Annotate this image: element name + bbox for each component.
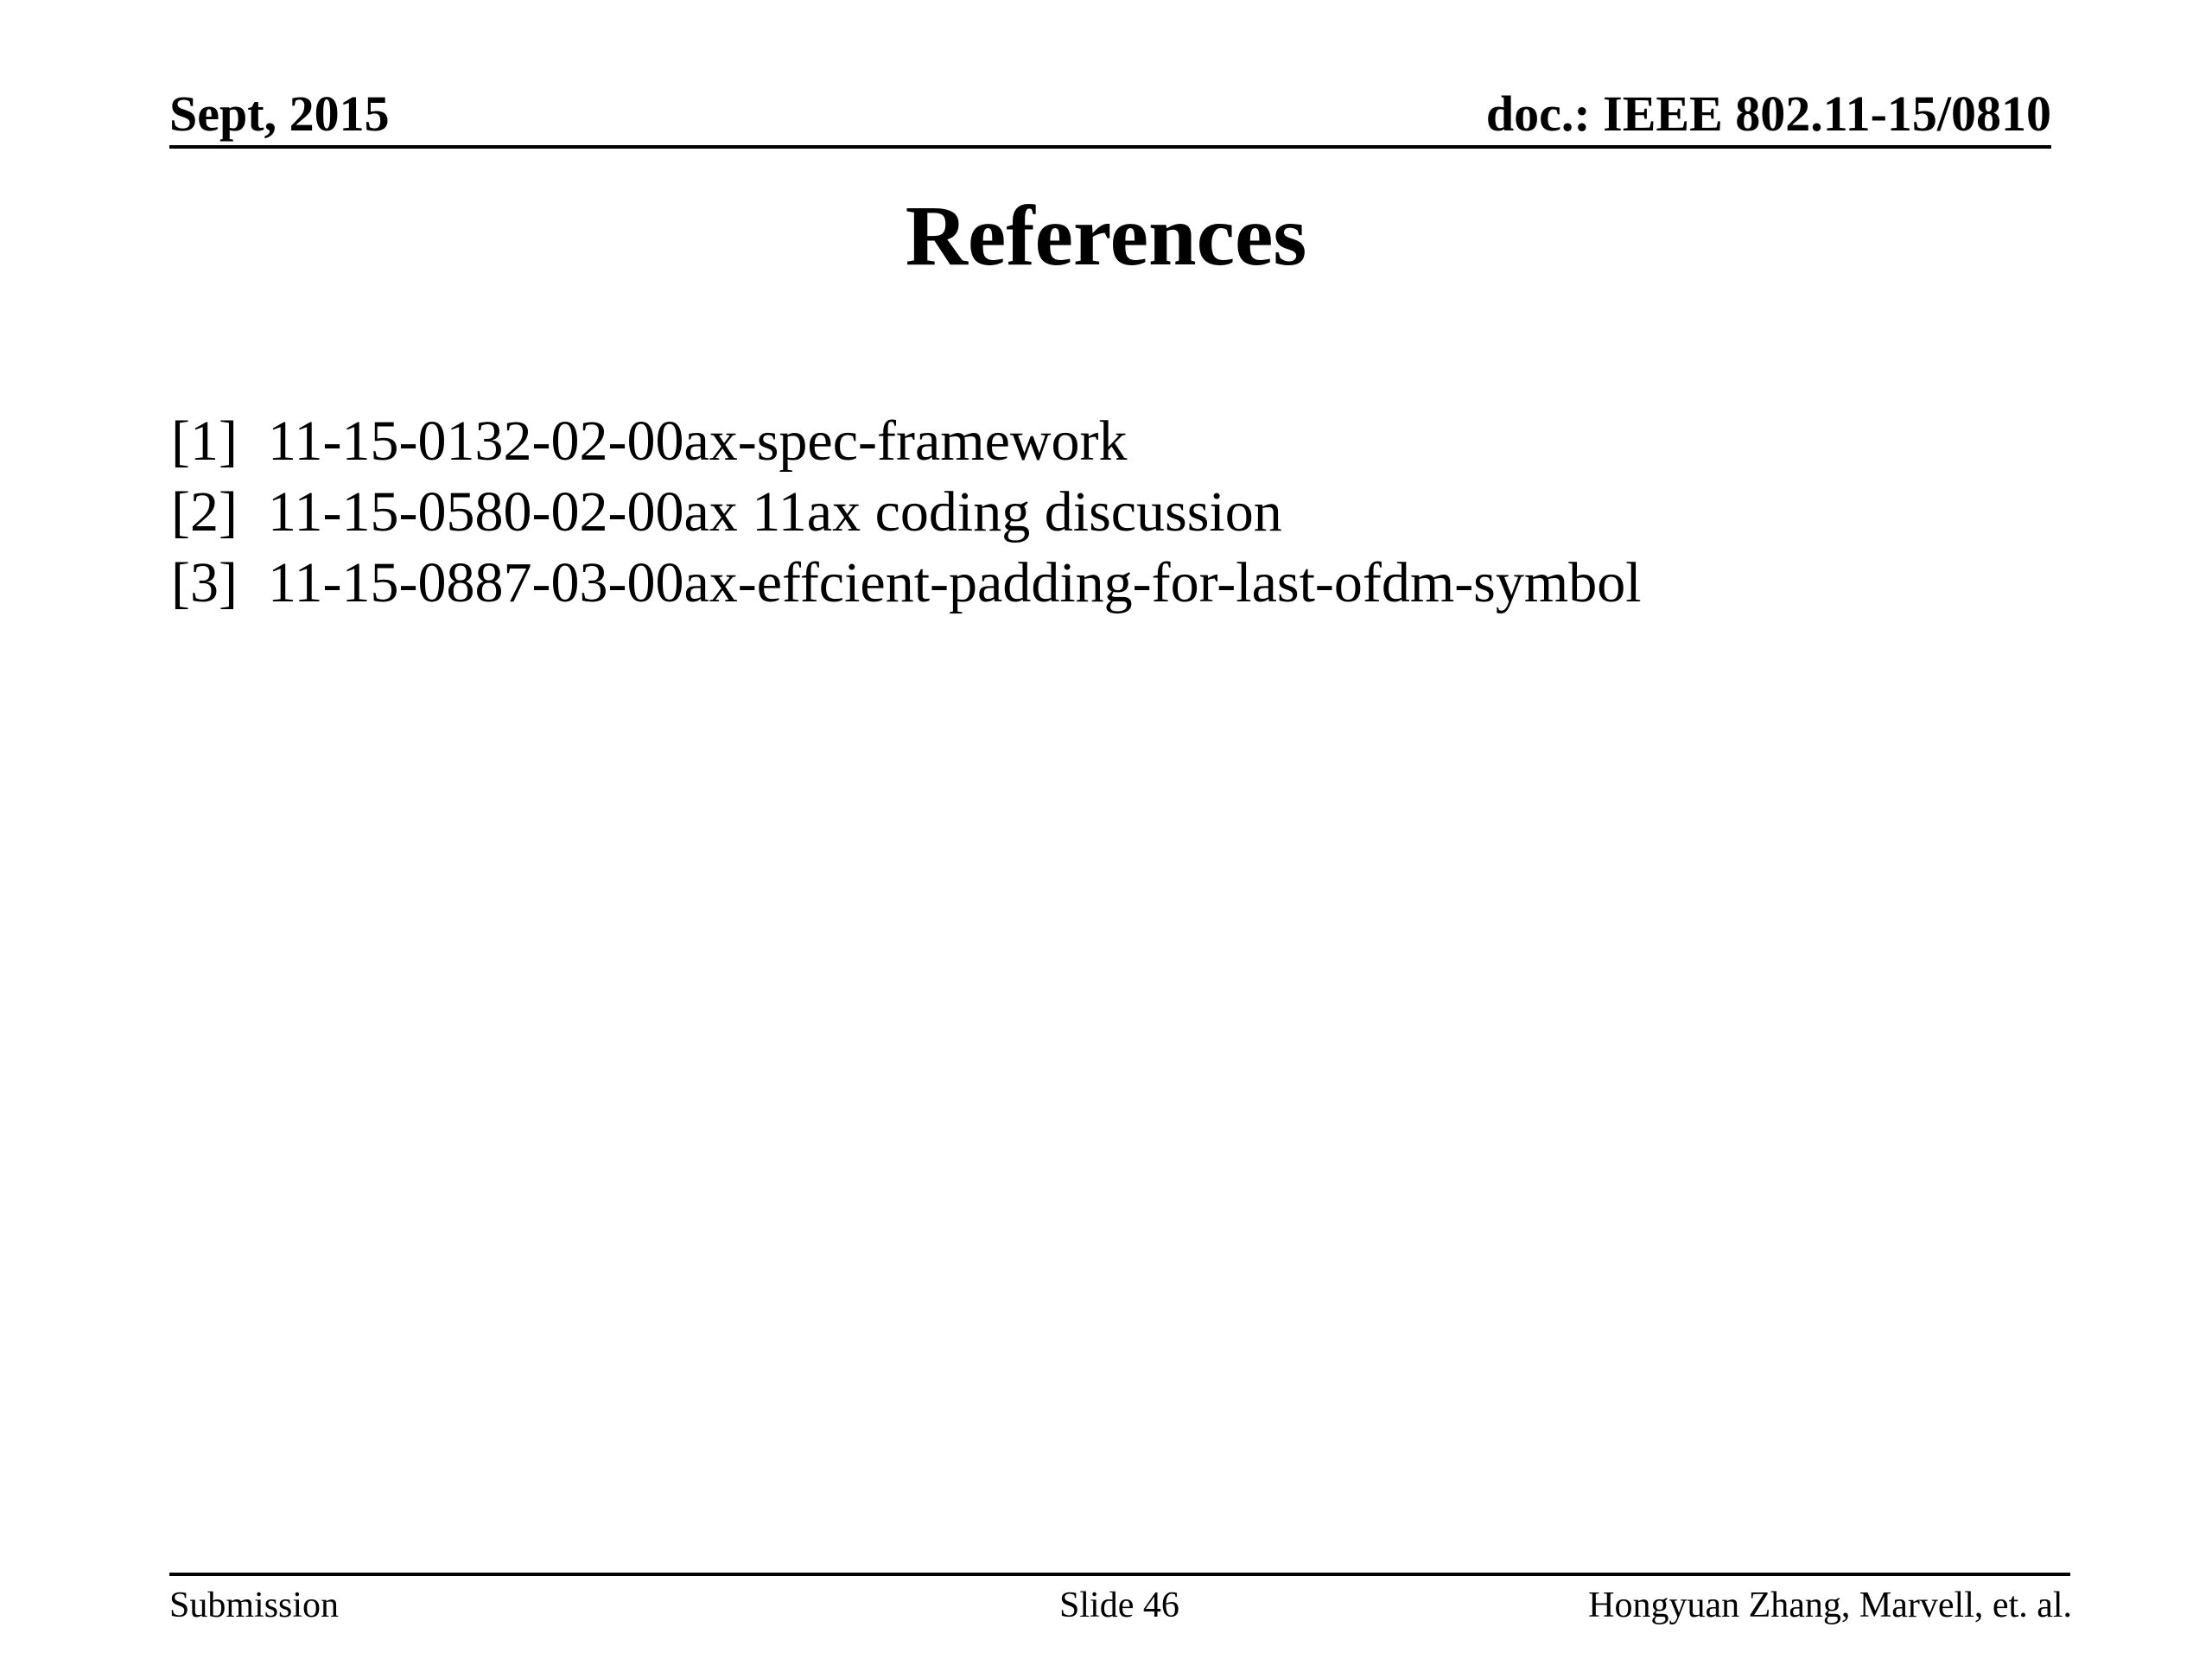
reference-number: [3] <box>171 551 238 614</box>
reference-item <box>171 477 1642 548</box>
footer-slide-number: Slide 46 <box>1059 1586 1179 1625</box>
reference-number: [1] <box>171 410 238 473</box>
reference-item <box>171 548 1642 619</box>
reference-list <box>171 406 1642 619</box>
footer-divider <box>169 1573 2070 1576</box>
reference-text: 11-15-0132-02-00ax-spec-framework <box>268 410 1128 473</box>
footer-author: Hongyuan Zhang, Marvell, et. al. <box>1588 1586 2072 1625</box>
header-date: Sept, 2015 <box>169 86 390 142</box>
slide-title: References <box>905 188 1307 283</box>
header-doc-id: doc.: IEEE 802.11-15/0810 <box>1485 86 2051 142</box>
reference-item <box>171 406 1642 477</box>
slide-header <box>169 83 2051 149</box>
reference-text: 11-15-0580-02-00ax 11ax coding discussion <box>268 480 1282 543</box>
reference-text: 11-15-0887-03-00ax-effcient-padding-for-last-ofdm-symbol <box>268 551 1642 614</box>
footer-submission: Submission <box>169 1586 340 1625</box>
reference-number: [2] <box>171 480 238 543</box>
